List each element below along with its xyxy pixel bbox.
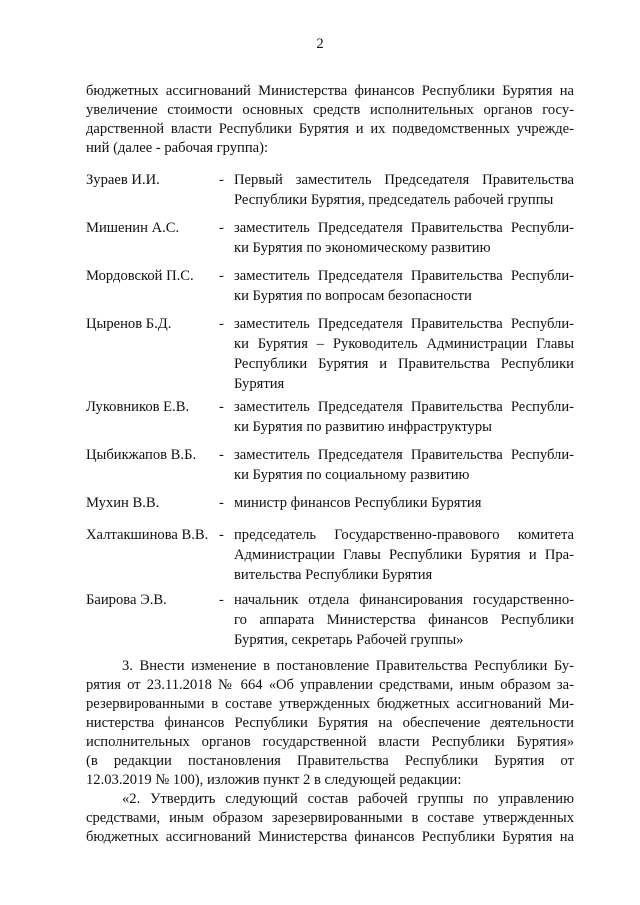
member-role [234,525,574,585]
member-row [86,493,574,525]
member-name: Зураев И.И. [86,172,160,188]
text-line: Первый заместитель Председателя Правительства [234,172,574,188]
text-line: ки Бурятия по вопросам безопасности [234,288,472,304]
text-line: ки Бурятия по экономическому развитию [234,240,491,256]
member-dash: - [219,316,224,332]
member-name: Цыренов Б.Д. [86,316,172,332]
text-line: заместитель Председателя Правительства Республи- [234,268,574,284]
text-line: бюджетных ассигнований Министерства финансов Республики Бурятия на [86,829,574,845]
member-dash: - [219,220,224,236]
text-line: дарственной власти Республики Бурятия и их подведомственных учрежде- [86,121,574,137]
text-line: Бурятия, секретарь Рабочей группы» [234,632,464,648]
member-role [234,445,574,485]
member-row [86,525,574,590]
member-role [234,170,574,210]
text-line: заместитель Председателя Правительства Республи- [234,399,574,415]
text-line: Республики Бурятия и Правительства Республики [234,356,574,372]
member-role [234,493,574,513]
members-list [86,170,574,652]
member-name: Мишенин А.С. [86,220,180,236]
text-line: заместитель Председателя Правительства Республи- [234,220,574,236]
member-role [234,397,574,437]
member-row [86,266,574,314]
member-name: Луковников Е.В. [86,399,190,415]
member-dash: - [219,399,224,415]
page-number: 2 [316,36,324,52]
text-line: Республики Бурятия, председатель рабочей группы [234,192,554,208]
text-line: резервированными в составе утвержденных бюджетных ассигнований Ми- [86,696,574,712]
text-line: «2. Утвердить следующий состав рабочей группы по управлению [122,791,574,807]
text-line: исполнительных органов государственной власти Республики Бурятия» [86,734,574,750]
member-name: Мухин В.В. [86,495,160,511]
text-line: ки Бурятия – Руководитель Администрации Главы [234,336,574,352]
member-dash: - [219,592,224,608]
member-name: Мордовской П.С. [86,268,194,284]
text-line: председатель Государственно-правового комитета [234,527,574,543]
text-line: бюджетных ассигнований Министерства финансов Республики Бурятия на [86,83,574,99]
member-role [234,266,574,306]
text-line: ний (далее - рабочая группа): [86,140,269,156]
member-row [86,218,574,266]
member-row [86,590,574,652]
intro-paragraph [86,82,574,158]
text-line: заместитель Председателя Правительства Республи- [234,316,574,332]
text-line: ки Бурятия по развитию инфраструктуры [234,419,492,435]
member-role [234,218,574,258]
text-line: заместитель Председателя Правительства Республи- [234,447,574,463]
text-line: вительства Республики Бурятия [234,567,433,583]
text-line: ки Бурятия по социальному развитию [234,467,470,483]
member-dash: - [219,172,224,188]
text-line: 12.03.2019 № 100), изложив пункт 2 в следующей редакции: [86,772,462,788]
member-dash: - [219,495,224,511]
member-row [86,397,574,445]
member-name: Халтакшинова В.В. [86,527,209,543]
member-row [86,314,574,397]
member-name: Баирова Э.В. [86,592,167,608]
text-line: го аппарата Министерства финансов Республики [234,612,574,628]
text-line: средствами, иным образом зарезервированными в составе утвержденных [86,810,574,826]
paragraph-3 [86,657,574,790]
member-role [234,590,574,650]
text-line: 3. Внести изменение в постановление Правительства Республики Бу- [122,658,574,674]
text-line: министр финансов Республики Бурятия [234,495,482,511]
member-row [86,170,574,218]
member-dash: - [219,447,224,463]
text-line: увеличение стоимости основных средств исполнительных органов госу- [86,102,574,118]
member-dash: - [219,268,224,284]
text-line: Бурятия [234,376,285,392]
member-role [234,314,574,394]
text-line: начальник отдела финансирования государственно- [234,592,574,608]
text-line: (в редакции постановления Правительства Республики Бурятия от [86,753,574,769]
paragraph-4 [86,790,574,847]
member-name: Цыбикжапов В.Б. [86,447,197,463]
member-row [86,445,574,493]
member-dash: - [219,527,224,543]
text-line: рятия от 23.11.2018 № 664 «Об управлении средствами, иным образом за- [86,677,574,693]
text-line: Администрации Главы Республики Бурятия и Пра- [234,547,574,563]
text-line: нистерства финансов Республики Бурятия на обеспечение деятельности [86,715,574,731]
